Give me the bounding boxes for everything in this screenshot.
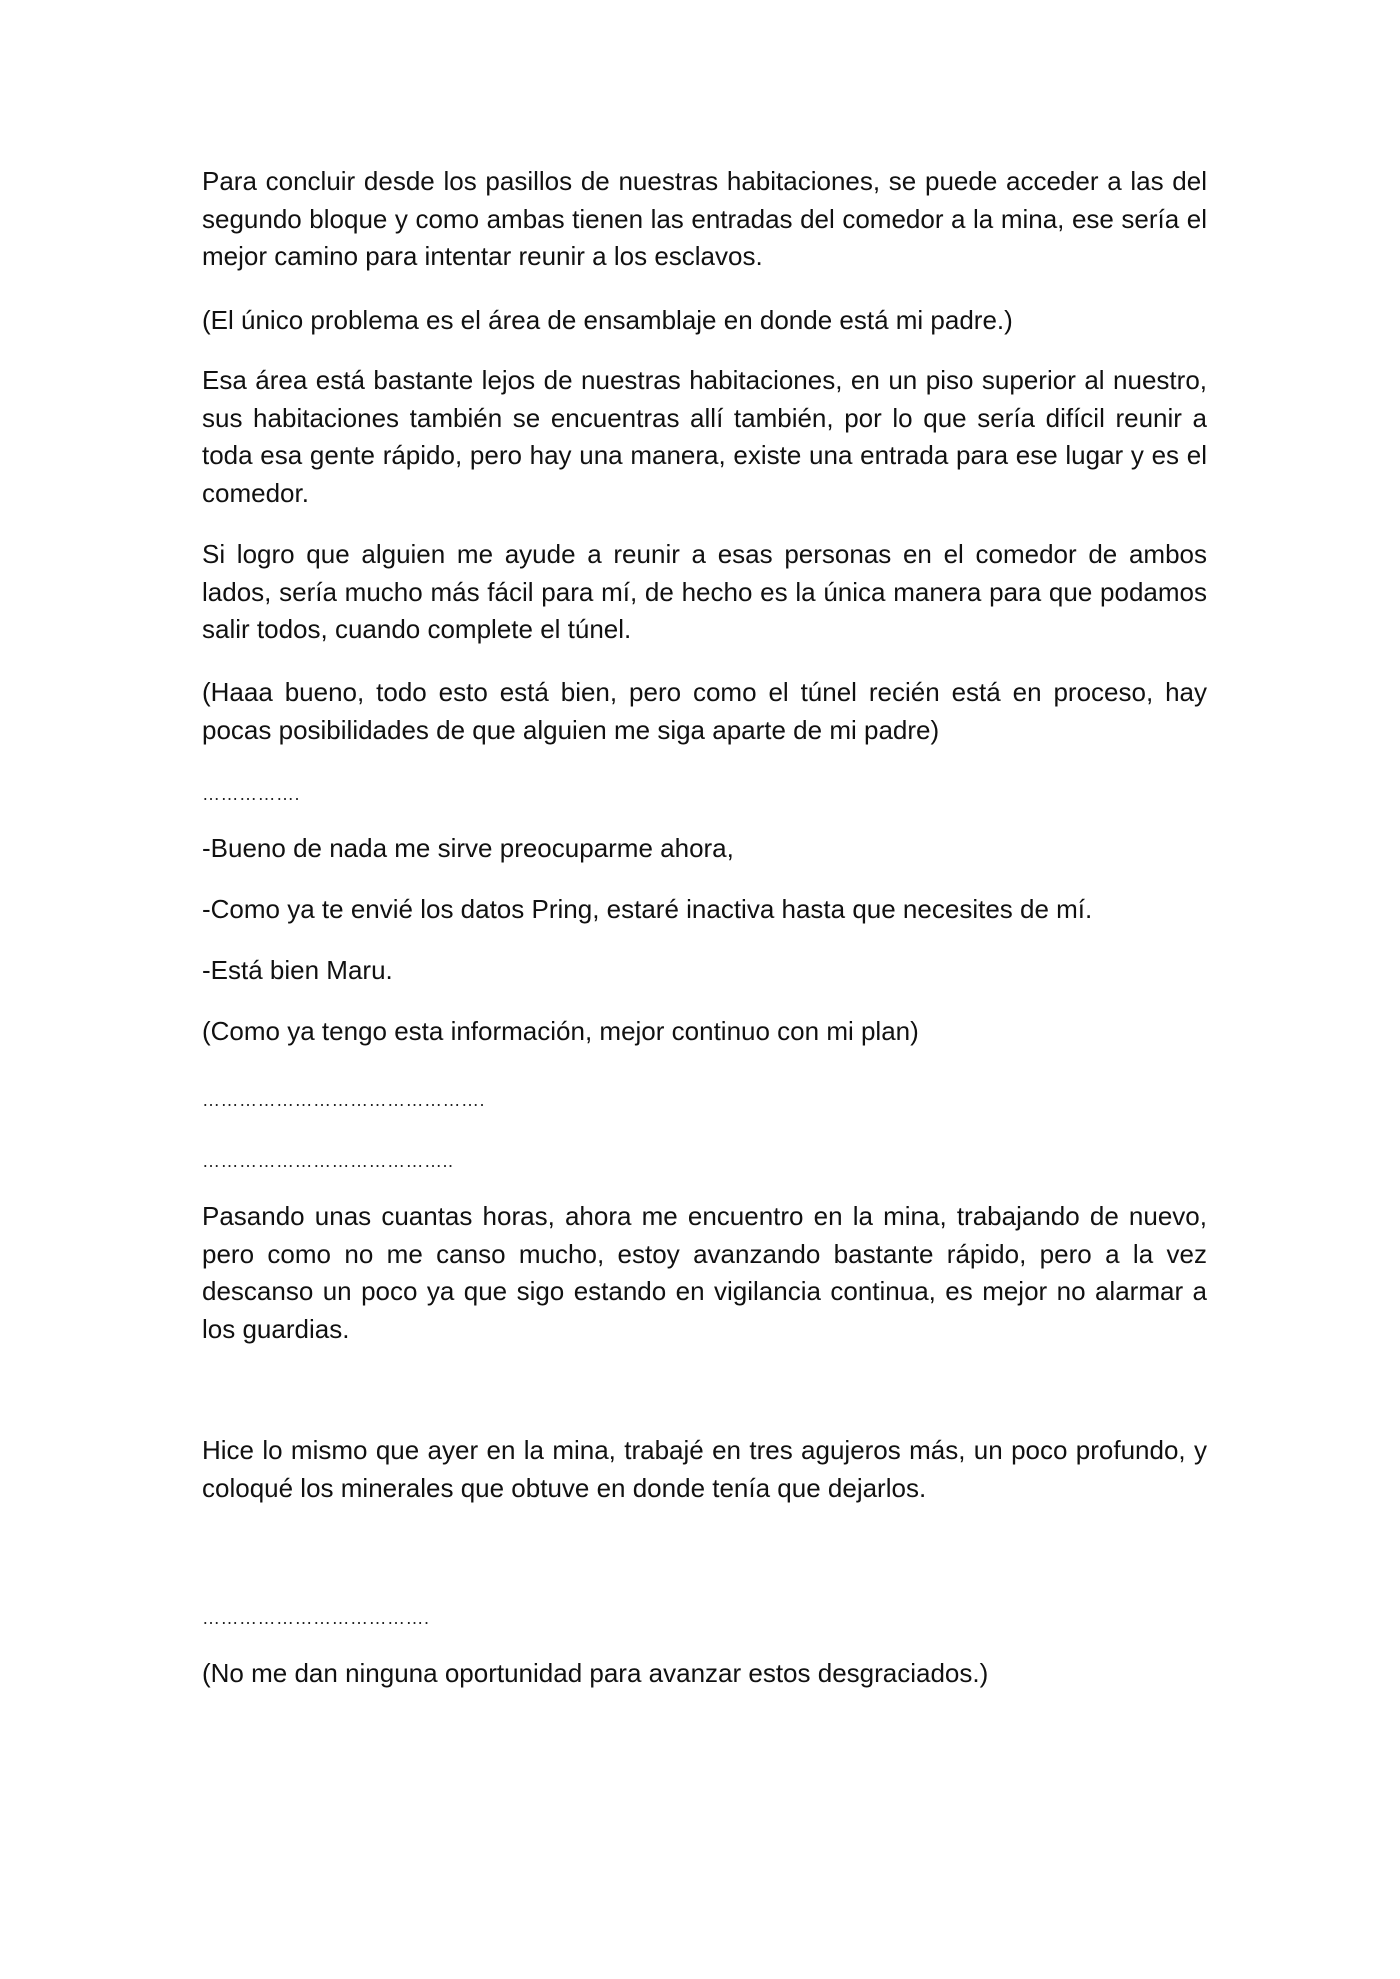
paragraph-5: (Haaa bueno, todo esto está bien, pero como el túnel recién está en proceso, hay pocas posibilidades de que alguien me siga aparte de mi padre): [202, 677, 1207, 745]
paragraph-9: (No me dan ninguna oportunidad para avanzar estos desgraciados.): [202, 1658, 989, 1688]
paragraph-1: Para concluir desde los pasillos de nuestras habitaciones, se puede acceder a las del segundo bloque y como ambas tienen las entradas del comedor a la mina, ese sería el mejor camino para intentar reunir a los esclavos.: [202, 166, 1207, 271]
paragraph-3: Esa área está bastante lejos de nuestras habitaciones, en un piso superior al nuestro, sus habitaciones también se encuentras allí también, por lo que sería difícil reunir a toda esa gente rápido, pero hay una manera, existe una entrada para ese lugar y es el comedor.: [202, 365, 1207, 508]
dots-separator-1: …………….: [202, 784, 301, 804]
dots-separator-3: …………………………………..: [202, 1151, 454, 1171]
paragraph-2: (El único problema es el área de ensamblaje en donde está mi padre.): [202, 305, 1013, 335]
dots-separator-2: ……………………………………….: [202, 1090, 486, 1110]
paragraph-6: (Como ya tengo esta información, mejor continuo con mi plan): [202, 1016, 919, 1046]
dialogue-line-2: -Como ya te envié los datos Pring, estaré inactiva hasta que necesites de mí.: [202, 894, 1093, 924]
paragraph-7: Pasando unas cuantas horas, ahora me encuentro en la mina, trabajando de nuevo, pero como no me canso mucho, estoy avanzando bastante rápido, pero a la vez descanso un poco ya que sigo estando en vigilancia continua, es mejor no alarmar a los guardias.: [202, 1201, 1207, 1344]
dots-separator-4: ……………………………….: [202, 1608, 430, 1628]
paragraph-8: Hice lo mismo que ayer en la mina, trabajé en tres agujeros más, un poco profundo, y coloqué los minerales que obtuve en donde tenía que dejarlos.: [202, 1435, 1207, 1503]
dialogue-line-1: -Bueno de nada me sirve preocuparme ahora,: [202, 833, 734, 863]
paragraph-4: Si logro que alguien me ayude a reunir a esas personas en el comedor de ambos lados, sería mucho más fácil para mí, de hecho es la única manera para que podamos salir todos, cuando complete el túnel.: [202, 539, 1207, 644]
dialogue-line-3: -Está bien Maru.: [202, 955, 393, 985]
